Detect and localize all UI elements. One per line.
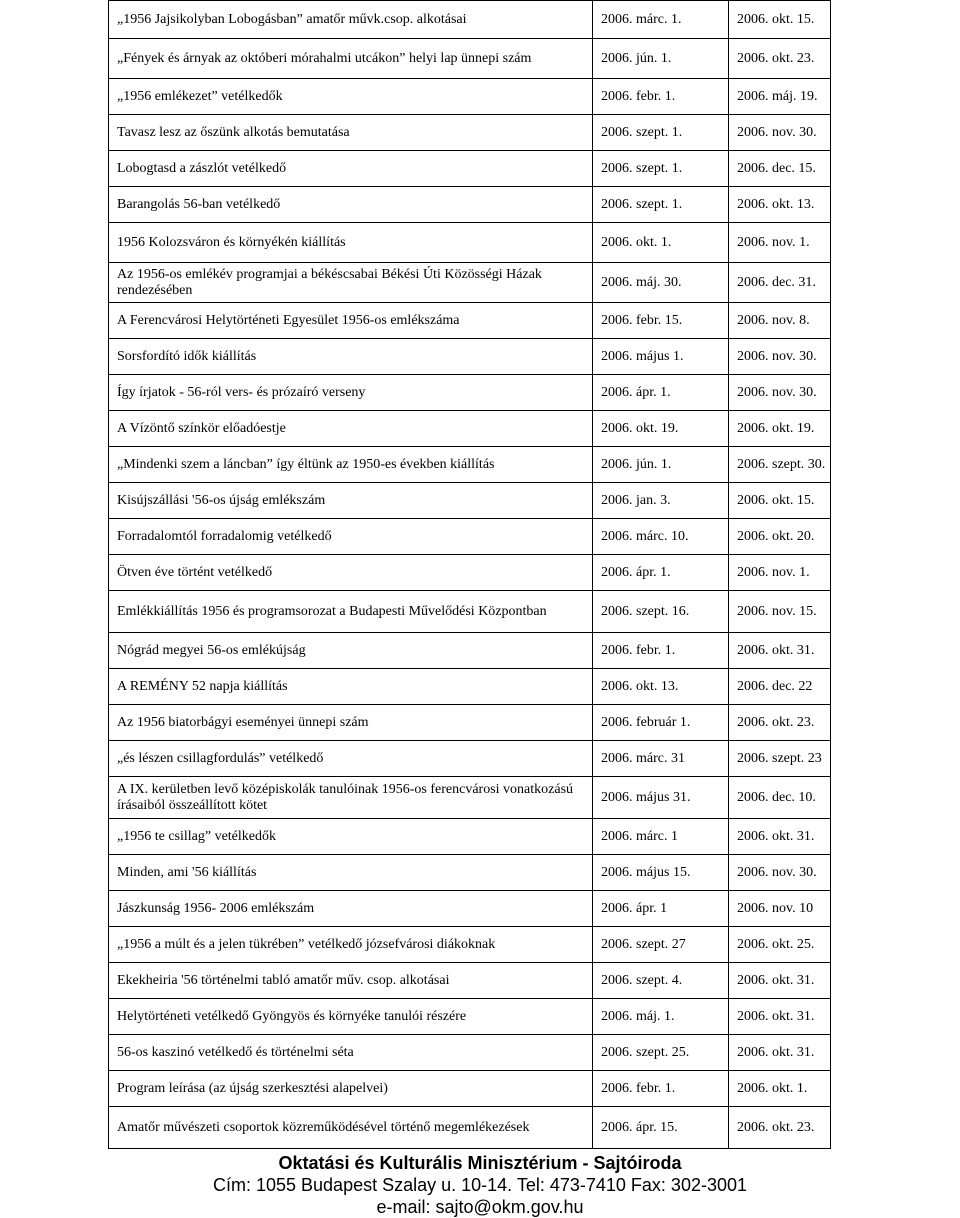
program-table <box>108 0 831 1149</box>
table-row <box>109 519 831 555</box>
end-date-cell: 2006. nov. 8. <box>729 303 831 339</box>
end-date-cell: 2006. nov. 30. <box>729 115 831 151</box>
start-date-cell: 2006. febr. 1. <box>593 633 729 669</box>
start-date-cell: 2006. szept. 16. <box>593 591 729 633</box>
start-date-cell: 2006. február 1. <box>593 705 729 741</box>
table-row <box>109 777 831 819</box>
program-title-cell: A Vízöntő színkör előadóestje <box>109 411 593 447</box>
end-date-cell: 2006. okt. 23. <box>729 39 831 79</box>
end-date-cell: 2006. nov. 30. <box>729 339 831 375</box>
start-date-cell: 2006. jan. 3. <box>593 483 729 519</box>
start-date-cell: 2006. szept. 1. <box>593 115 729 151</box>
table-row <box>109 411 831 447</box>
table-row <box>109 1 831 39</box>
table-row <box>109 963 831 999</box>
end-date-cell: 2006. okt. 23. <box>729 705 831 741</box>
program-title-cell: A IX. kerületben levő középiskolák tanulóinak 1956-os ferencvárosi vonatkozású írásaiból összeállított kötet <box>109 777 593 819</box>
table-row <box>109 555 831 591</box>
program-title-cell: Barangolás 56-ban vetélkedő <box>109 187 593 223</box>
program-title-cell: „Mindenki szem a láncban” így éltünk az 1950-es években kiállítás <box>109 447 593 483</box>
table-row <box>109 855 831 891</box>
end-date-cell: 2006. okt. 15. <box>729 483 831 519</box>
program-title-cell: A REMÉNY 52 napja kiállítás <box>109 669 593 705</box>
start-date-cell: 2006. márc. 1. <box>593 1 729 39</box>
program-title-cell: Nógrád megyei 56-os emlékújság <box>109 633 593 669</box>
table-row <box>109 39 831 79</box>
end-date-cell: 2006. dec. 15. <box>729 151 831 187</box>
start-date-cell: 2006. szept. 27 <box>593 927 729 963</box>
table-row <box>109 1071 831 1107</box>
end-date-cell: 2006. nov. 1. <box>729 555 831 591</box>
end-date-cell: 2006. okt. 31. <box>729 999 831 1035</box>
program-table-container <box>108 0 830 1149</box>
program-title-cell: Így írjatok - 56-ról vers- és prózaíró verseny <box>109 375 593 411</box>
start-date-cell: 2006. febr. 15. <box>593 303 729 339</box>
end-date-cell: 2006. okt. 20. <box>729 519 831 555</box>
start-date-cell: 2006. május 15. <box>593 855 729 891</box>
start-date-cell: 2006. márc. 31 <box>593 741 729 777</box>
end-date-cell: 2006. okt. 31. <box>729 1035 831 1071</box>
end-date-cell: 2006. máj. 19. <box>729 79 831 115</box>
program-title-cell: Az 1956-os emlékév programjai a békéscsabai Békési Úti Közösségi Házak rendezésében <box>109 263 593 303</box>
program-title-cell: „Fények és árnyak az októberi mórahalmi utcákon” helyi lap ünnepi szám <box>109 39 593 79</box>
table-row <box>109 303 831 339</box>
table-row <box>109 263 831 303</box>
end-date-cell: 2006. dec. 31. <box>729 263 831 303</box>
program-title-cell: „1956 Jajsikolyban Lobogásban” amatőr művk.csop. alkotásai <box>109 1 593 39</box>
end-date-cell: 2006. dec. 22 <box>729 669 831 705</box>
end-date-cell: 2006. dec. 10. <box>729 777 831 819</box>
program-title-cell: 56-os kaszinó vetélkedő és történelmi séta <box>109 1035 593 1071</box>
start-date-cell: 2006. márc. 1 <box>593 819 729 855</box>
table-row <box>109 927 831 963</box>
table-row <box>109 187 831 223</box>
start-date-cell: 2006. jún. 1. <box>593 39 729 79</box>
table-row <box>109 669 831 705</box>
end-date-cell: 2006. okt. 13. <box>729 187 831 223</box>
end-date-cell: 2006. nov. 1. <box>729 223 831 263</box>
start-date-cell: 2006. szept. 4. <box>593 963 729 999</box>
start-date-cell: 2006. okt. 19. <box>593 411 729 447</box>
end-date-cell: 2006. okt. 15. <box>729 1 831 39</box>
end-date-cell: 2006. nov. 30. <box>729 375 831 411</box>
program-title-cell: Ötven éve történt vetélkedő <box>109 555 593 591</box>
footer-organization: Oktatási és Kulturális Minisztérium - Sajtóiroda <box>278 1153 682 1173</box>
start-date-cell: 2006. ápr. 1. <box>593 555 729 591</box>
end-date-cell: 2006. nov. 30. <box>729 855 831 891</box>
program-title-cell: A Ferencvárosi Helytörténeti Egyesület 1956-os emlékszáma <box>109 303 593 339</box>
end-date-cell: 2006. szept. 30. <box>729 447 831 483</box>
start-date-cell: 2006. szept. 1. <box>593 151 729 187</box>
program-title-cell: Program leírása (az újság szerkesztési alapelvei) <box>109 1071 593 1107</box>
start-date-cell: 2006. május 31. <box>593 777 729 819</box>
table-row <box>109 151 831 187</box>
program-title-cell: „1956 emlékezet” vetélkedők <box>109 79 593 115</box>
end-date-cell: 2006. okt. 23. <box>729 1107 831 1149</box>
program-title-cell: Minden, ami '56 kiállítás <box>109 855 593 891</box>
table-row <box>109 339 831 375</box>
program-title-cell: Ekekheiria '56 történelmi tabló amatőr műv. csop. alkotásai <box>109 963 593 999</box>
table-row <box>109 633 831 669</box>
start-date-cell: 2006. okt. 1. <box>593 223 729 263</box>
table-row <box>109 375 831 411</box>
table-row <box>109 115 831 151</box>
program-title-cell: Forradalomtól forradalomig vetélkedő <box>109 519 593 555</box>
program-title-cell: Sorsfordító idők kiállítás <box>109 339 593 375</box>
footer-email: e-mail: sajto@okm.gov.hu <box>376 1197 584 1217</box>
end-date-cell: 2006. okt. 31. <box>729 963 831 999</box>
table-row <box>109 79 831 115</box>
program-title-cell: 1956 Kolozsváron és környékén kiállítás <box>109 223 593 263</box>
program-title-cell: Lobogtasd a zászlót vetélkedő <box>109 151 593 187</box>
table-row <box>109 447 831 483</box>
end-date-cell: 2006. okt. 1. <box>729 1071 831 1107</box>
program-title-cell: „1956 te csillag” vetélkedők <box>109 819 593 855</box>
footer-address: Cím: 1055 Budapest Szalay u. 10-14. Tel: 473-7410 Fax: 302-3001 <box>212 1175 747 1195</box>
table-row <box>109 1035 831 1071</box>
table-row <box>109 1107 831 1149</box>
start-date-cell: 2006. szept. 1. <box>593 187 729 223</box>
program-title-cell: „1956 a múlt és a jelen tükrében” vetélkedő józsefvárosi diákoknak <box>109 927 593 963</box>
table-row <box>109 741 831 777</box>
start-date-cell: 2006. febr. 1. <box>593 79 729 115</box>
table-row <box>109 223 831 263</box>
end-date-cell: 2006. nov. 10 <box>729 891 831 927</box>
start-date-cell: 2006. május 1. <box>593 339 729 375</box>
end-date-cell: 2006. okt. 31. <box>729 633 831 669</box>
table-row <box>109 483 831 519</box>
program-title-cell: Jászkunság 1956- 2006 emlékszám <box>109 891 593 927</box>
program-title-cell: Emlékkiállítás 1956 és programsorozat a Budapesti Művelődési Központban <box>109 591 593 633</box>
program-table-body <box>109 1 831 1149</box>
end-date-cell: 2006. okt. 19. <box>729 411 831 447</box>
program-title-cell: Tavasz lesz az őszünk alkotás bemutatása <box>109 115 593 151</box>
start-date-cell: 2006. febr. 1. <box>593 1071 729 1107</box>
table-row <box>109 891 831 927</box>
start-date-cell: 2006. máj. 30. <box>593 263 729 303</box>
program-title-cell: Helytörténeti vetélkedő Gyöngyös és környéke tanulói részére <box>109 999 593 1035</box>
start-date-cell: 2006. ápr. 1 <box>593 891 729 927</box>
program-title-cell: Kisújszállási '56-os újság emlékszám <box>109 483 593 519</box>
table-row <box>109 705 831 741</box>
end-date-cell: 2006. nov. 15. <box>729 591 831 633</box>
start-date-cell: 2006. okt. 13. <box>593 669 729 705</box>
program-title-cell: Az 1956 biatorbágyi eseményei ünnepi szám <box>109 705 593 741</box>
start-date-cell: 2006. ápr. 15. <box>593 1107 729 1149</box>
table-row <box>109 819 831 855</box>
start-date-cell: 2006. jún. 1. <box>593 447 729 483</box>
start-date-cell: 2006. márc. 10. <box>593 519 729 555</box>
start-date-cell: 2006. máj. 1. <box>593 999 729 1035</box>
table-row <box>109 999 831 1035</box>
start-date-cell: 2006. ápr. 1. <box>593 375 729 411</box>
end-date-cell: 2006. szept. 23 <box>729 741 831 777</box>
end-date-cell: 2006. okt. 31. <box>729 819 831 855</box>
page-footer <box>0 1152 960 1218</box>
program-title-cell: Amatőr művészeti csoportok közreműködésével történő megemlékezések <box>109 1107 593 1149</box>
table-row <box>109 591 831 633</box>
program-title-cell: „és lészen csillagfordulás” vetélkedő <box>109 741 593 777</box>
end-date-cell: 2006. okt. 25. <box>729 927 831 963</box>
start-date-cell: 2006. szept. 25. <box>593 1035 729 1071</box>
